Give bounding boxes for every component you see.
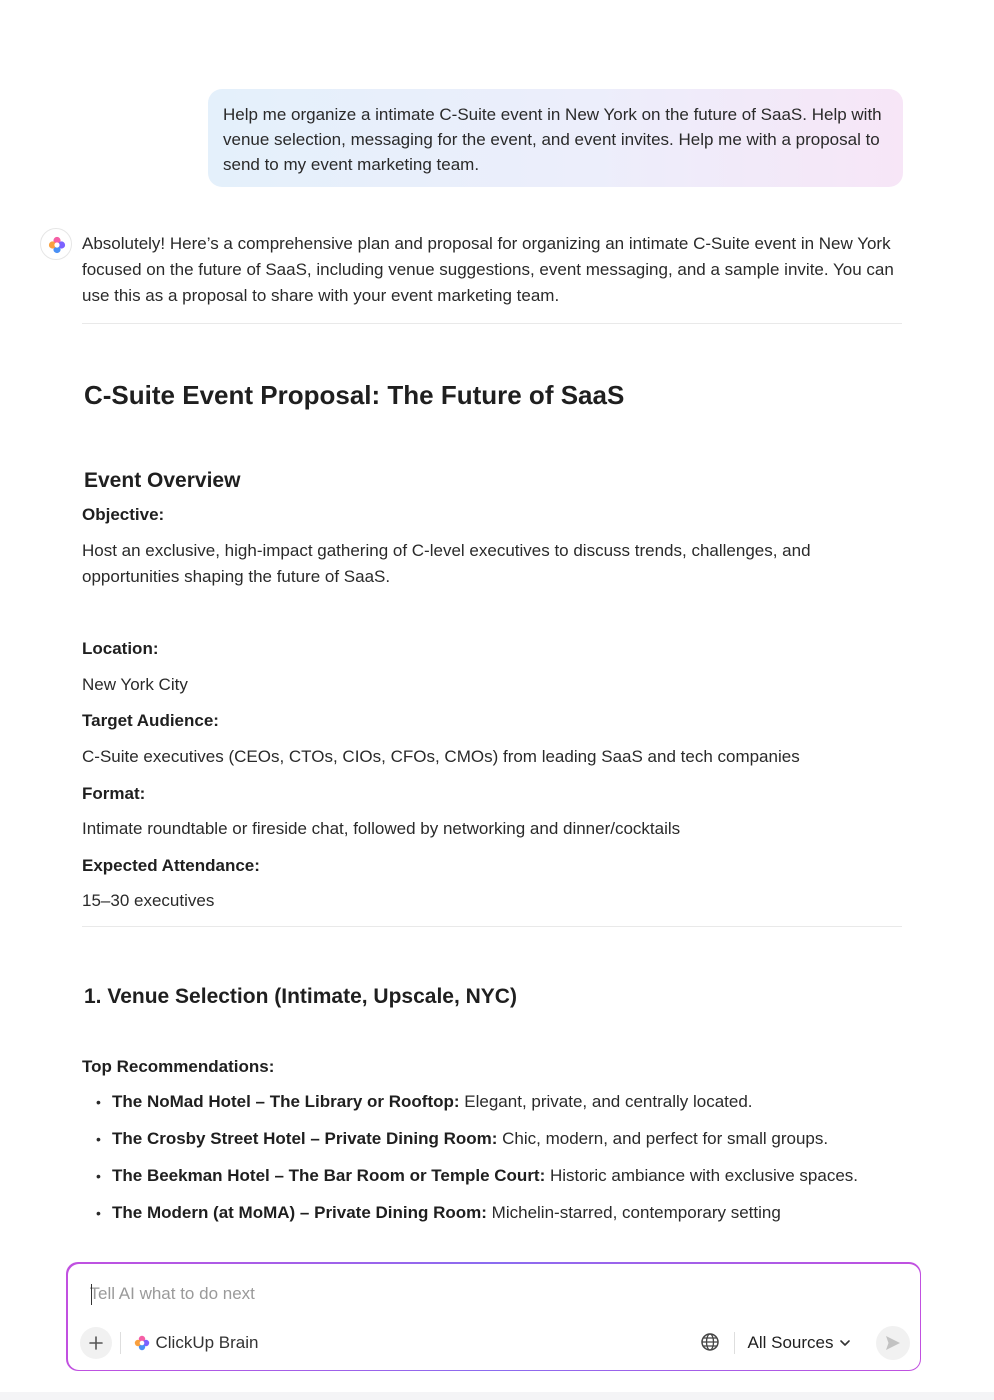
proposal-title: C-Suite Event Proposal: The Future of SaaS: [84, 380, 625, 410]
add-attachment-button[interactable]: [80, 1327, 112, 1359]
plus-icon: [89, 1336, 103, 1350]
clickup-brain-icon: [134, 1335, 150, 1351]
globe-icon: [700, 1332, 720, 1352]
prompt-input[interactable]: [90, 1282, 870, 1306]
list-item: [96, 1126, 886, 1152]
format-text: Intimate roundtable or fireside chat, followed by networking and dinner/cocktails: [82, 819, 681, 838]
audience-label: Target Audience:: [82, 711, 219, 730]
venue-description: Historic ambiance with exclusive spaces.: [545, 1166, 858, 1185]
brain-label: ClickUp Brain: [155, 1332, 259, 1352]
web-search-button[interactable]: [700, 1332, 722, 1354]
sources-dropdown[interactable]: [748, 1330, 852, 1356]
composer-body: [68, 1264, 920, 1370]
location-text: New York City: [82, 675, 188, 694]
venue-description: Elegant, private, and centrally located.: [459, 1092, 753, 1111]
send-button[interactable]: [876, 1326, 910, 1360]
send-icon: [884, 1334, 902, 1352]
divider: [82, 926, 902, 927]
venue-selection-heading: 1. Venue Selection (Intimate, Upscale, NYC): [84, 985, 517, 1008]
sources-label: All Sources: [747, 1332, 834, 1352]
event-overview-heading: Event Overview: [84, 469, 241, 492]
venue-name: The NoMad Hotel – The Library or Rooftop:: [112, 1092, 460, 1111]
ai-response: [82, 231, 902, 324]
venue-description: Chic, modern, and perfect for small groups.: [497, 1129, 829, 1148]
venue-description: Michelin-starred, contemporary setting: [486, 1203, 781, 1222]
objective-text: Host an exclusive, high-impact gathering of C-level executives to discuss trends, challenges, and opportunities shaping the future of SaaS.: [82, 541, 811, 586]
bottom-bar: [0, 1392, 994, 1400]
recommendations-label: Top Recommendations:: [82, 1057, 275, 1076]
location-label: Location:: [82, 639, 159, 658]
venue-name: The Beekman Hotel – The Bar Room or Temple Court:: [112, 1166, 546, 1185]
divider: [82, 323, 902, 324]
audience-text: C-Suite executives (CEOs, CTOs, CIOs, CFOs, CMOs) from leading SaaS and tech companies: [82, 747, 800, 766]
format-label: Format:: [82, 784, 146, 803]
list-item: [96, 1200, 886, 1226]
ai-composer: [66, 1262, 921, 1371]
objective-label: Objective:: [82, 505, 165, 524]
venue-name: The Modern (at MoMA) – Private Dining Room:: [112, 1203, 487, 1222]
chevron-down-icon: [839, 1337, 851, 1349]
clickup-brain-icon: [48, 236, 66, 254]
list-item: [96, 1089, 886, 1115]
text-caret: [91, 1284, 92, 1305]
list-item: [96, 1163, 886, 1189]
clickup-brain-selector[interactable]: [134, 1330, 259, 1356]
venue-list: [96, 1089, 886, 1237]
attendance-text: 15–30 executives: [82, 891, 215, 910]
attendance-label: Expected Attendance:: [82, 856, 260, 875]
venue-name: The Crosby Street Hotel – Private Dining Room:: [112, 1129, 498, 1148]
ai-avatar: [40, 228, 72, 260]
ai-intro-text: Absolutely! Here’s a comprehensive plan and proposal for organizing an intimate C-Suite event in New York focused on the future of SaaS, including venue suggestions, event messaging, and a sample invite. You can use this as a proposal to share with your event marketing team.: [82, 234, 894, 305]
divider: [120, 1332, 121, 1354]
user-message-bubble: Help me organize a intimate C-Suite event in New York on the future of SaaS. Help with venue selection, messaging for the event, and event invites. Help me with a proposal to send to my event marketing team.: [208, 89, 903, 187]
divider: [734, 1332, 735, 1354]
